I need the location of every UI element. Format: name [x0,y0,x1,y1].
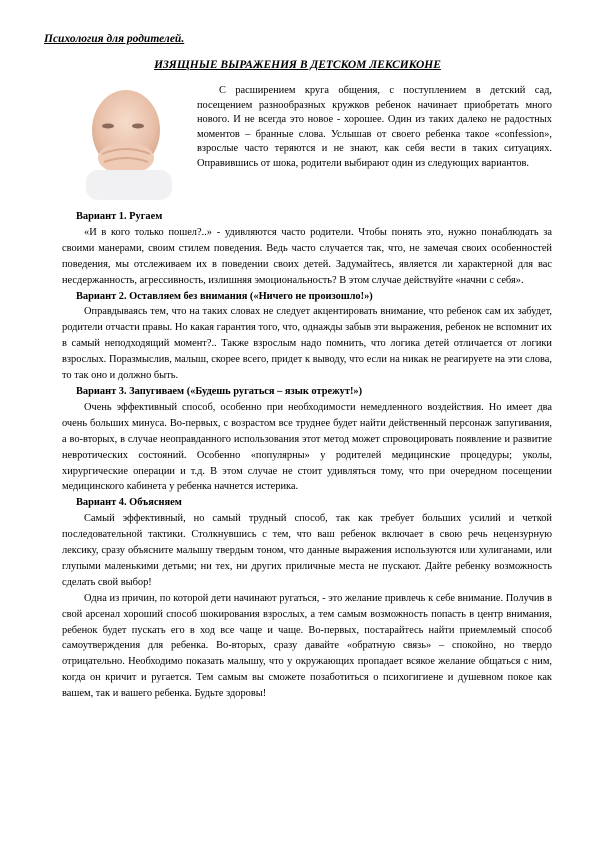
section-heading: Вариант 3. Запугиваем («Будешь ругаться – язык отрежут!») [76,385,363,397]
intro-text [197,84,552,172]
section-paragraph: Одна из причин, по которой дети начинают ругаться, - это желание привлечь к себе внимание. Получив в свой арсенал хороший способ шокирования взрослых, а тем самым возможность попасть в центр внимания, ребенок будет пускать его в ход все чаще и чаще. Во-первых, постарайтесь найти приемлемый способ самоутверждения для ребенка. Во-вторых, сразу давайте «обратную связь» – спокойно, но твердо отрицательно. Необходимо показать малышу, что у окружающих пропадает всякое желание общаться с ним, когда он кричит и ругается. Тем самым вы сможете позаботиться о психогигиене и душевном покое как вашем, так и вашего ребенка. Будьте здоровы! [62,592,552,700]
section-heading: Вариант 2. Оставляем без внимания («Ничего не произошло!») [76,290,373,302]
article-title: ИЗЯЩНЫЕ ВЫРАЖЕНИЯ В ДЕТСКОМ ЛЕКСИКОНЕ [154,59,441,71]
intro-paragraph: С расширением круга общения, с поступлением в детский сад, посещением разнообразных кружков ребенок начинает приобретать много нового. И не всегда это новое - хорошее. Один из таких далеко не радостных моментов – бранные слова. Услышав от своего ребенка такое «confession», взрослые часто теряются и не знают, как себя вести в таких ситуациях. Оправившись от шока, родители выбирают один из следующих вариантов. [197,85,552,169]
baby-photo [66,86,192,200]
section-paragraph: «И в кого только пошел?..» - удивляются часто родители. Чтобы понять это, нужно понаблюдать за своими манерами, своим стилем поведения. Ведь часто случается так, что, не замечая своих особенностей поведения, мы отслеживаем их в поведении своих детей. Задумайтесь, является ли характерной для вас несдержанность, агрессивность, излишняя эмоциональность? В этом случае действуйте «начни с себя». [62,226,552,286]
section-paragraph: Оправдываясь тем, что на таких словах не следует акцентировать внимание, что ребенок сам их забудет, родители отчасти правы. Но какая гарантия того, что, однажды забыв эти выражения, ребенок не вспомнит их в самый неподходящий момент?.. Также взрослым надо помнить, что логика детей отличается от логики взрослых. Поразмыслив, малыш, скорее всего, придет к выводу, что если на никак не реагируете на эти слова, то так оно и должно быть. [62,306,552,382]
article-body [62,209,552,702]
page-header: Психология для родителей. [44,33,185,45]
section-paragraph: Очень эффективный способ, особенно при необходимости немедленного воздействия. Но имеет два очень больших минуса. Во-первых, с возрастом все труднее будет найти действенный персонаж запугивания, а во-вторых, в случае неоправданного использования этот метод может спровоцировать появление и развитие невротических состояний. Особенно «популярны» у родителей медицинские процедуры; уколы, хирургические операции и т.д. В этом случае не стоит удивляться тому, что при очередном посещении медицинского кабинета у ребенка начнется истерика. [62,401,552,493]
section-heading: Вариант 4. Объясняем [76,497,182,509]
section-paragraph: Самый эффективный, но самый трудный способ, так как требует больших усилий и четкой последовательной тактики. Столкнувшись с тем, что ваш ребенок включает в свою речь нецензурную лексику, сразу объясните малышу твердым тоном, что данные выражения используются или хулиганами, или глупыми маленькими детьми; ни тех, ни других приличные места не пускают. Дайте ребенку возможность сделать свой выбор! [62,513,552,588]
section-heading: Вариант 1. Ругаем [76,211,163,222]
